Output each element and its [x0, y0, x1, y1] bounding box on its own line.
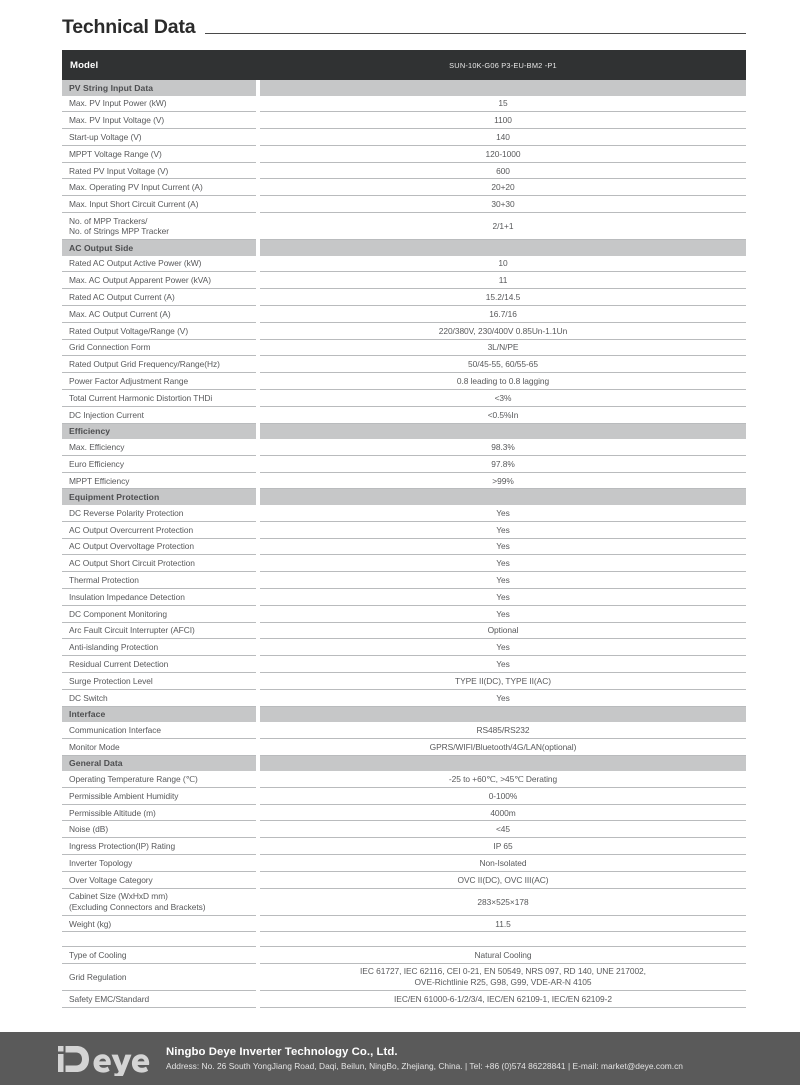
spec-value: <45: [260, 821, 746, 838]
spec-row: [62, 505, 746, 521]
spec-value: 30+30: [260, 196, 746, 213]
spec-row: [62, 455, 746, 472]
spec-value: Natural Cooling: [260, 947, 746, 964]
section-heading: General Data: [62, 755, 256, 771]
table-body: [62, 50, 746, 1008]
section-header-row: [62, 489, 746, 505]
spec-label: Type of Cooling: [62, 947, 256, 964]
spec-value: 1100: [260, 112, 746, 129]
spec-value: 2/1+1: [260, 213, 746, 240]
deye-logo: [52, 1042, 164, 1076]
spec-row: [62, 196, 746, 213]
spec-label: Permissible Altitude (m): [62, 804, 256, 821]
spec-value: 220/380V, 230/400V 0.85Un-1.1Un: [260, 322, 746, 339]
spec-label: Max. Input Short Circuit Current (A): [62, 196, 256, 213]
spacer-value: [260, 932, 746, 947]
spec-value: Yes: [260, 689, 746, 706]
spec-label: Residual Current Detection: [62, 656, 256, 673]
section-header-row: [62, 240, 746, 256]
spec-value-line2: OVE-Richtlinie R25, G98, G99, VDE-AR-N 4105: [414, 977, 592, 988]
spec-label-line1: No. of MPP Trackers/: [69, 215, 148, 226]
spec-label: Max. PV Input Power (kW): [62, 96, 256, 112]
section-heading: Efficiency: [62, 423, 256, 439]
spec-value: <0.5%In: [260, 406, 746, 423]
spec-row: [62, 322, 746, 339]
spec-label: Max. AC Output Current (A): [62, 305, 256, 322]
spec-label-line2: No. of Strings MPP Tracker: [69, 226, 170, 237]
spec-row: [62, 179, 746, 196]
spacer-row: [62, 932, 746, 947]
spec-value: 283×525×178: [260, 888, 746, 915]
spec-value: 97.8%: [260, 455, 746, 472]
section-heading: AC Output Side: [62, 240, 256, 256]
spec-value: OVC II(DC), OVC III(AC): [260, 871, 746, 888]
spec-value: TYPE II(DC), TYPE II(AC): [260, 672, 746, 689]
spec-row: [62, 605, 746, 622]
spec-value: Yes: [260, 639, 746, 656]
spec-value: IEC/EN 61000-6-1/2/3/4, IEC/EN 62109-1, IEC/EN 62109-2: [260, 991, 746, 1008]
spec-label: Rated Output Grid Frequency/Range(Hz): [62, 356, 256, 373]
spec-row: [62, 804, 746, 821]
spec-row: [62, 991, 746, 1008]
spec-value: Yes: [260, 572, 746, 589]
spec-row: [62, 555, 746, 572]
spec-row: [62, 656, 746, 673]
model-row: [62, 50, 746, 80]
spec-value: 120-1000: [260, 145, 746, 162]
spec-label: Grid Regulation: [62, 964, 256, 991]
spec-value: >99%: [260, 472, 746, 489]
spec-value: 11: [260, 272, 746, 289]
spec-row: [62, 213, 746, 240]
spec-value: <3%: [260, 389, 746, 406]
spec-row: [62, 373, 746, 390]
spec-row: [62, 305, 746, 322]
spec-row: [62, 162, 746, 179]
spec-value: 15.2/14.5: [260, 289, 746, 306]
spec-label: Weight (kg): [62, 915, 256, 932]
spec-label: DC Injection Current: [62, 406, 256, 423]
spec-value: 600: [260, 162, 746, 179]
spec-value: 3L/N/PE: [260, 339, 746, 356]
section-header-fill: [260, 423, 746, 439]
spec-label: Monitor Mode: [62, 738, 256, 755]
spec-row: [62, 389, 746, 406]
spec-value: 140: [260, 129, 746, 146]
section-header-row: [62, 706, 746, 722]
spec-row: [62, 947, 746, 964]
spec-label: Total Current Harmonic Distortion THDi: [62, 389, 256, 406]
spec-label: Anti-islanding Protection: [62, 639, 256, 656]
spec-row: [62, 112, 746, 129]
spec-value: Yes: [260, 605, 746, 622]
spec-value: -25 to +60℃, >45℃ Derating: [260, 771, 746, 787]
spec-value: 98.3%: [260, 439, 746, 455]
spec-row: [62, 406, 746, 423]
spec-row: [62, 472, 746, 489]
spec-label: Ingress Protection(IP) Rating: [62, 838, 256, 855]
spec-row: [62, 964, 746, 991]
spec-row: [62, 855, 746, 872]
spec-label: Max. Operating PV Input Current (A): [62, 179, 256, 196]
spec-value: 50/45-55, 60/55-65: [260, 356, 746, 373]
spec-label: AC Output Overcurrent Protection: [62, 521, 256, 538]
spec-row: [62, 521, 746, 538]
spec-label: Safety EMC/Standard: [62, 991, 256, 1008]
spec-label: DC Switch: [62, 689, 256, 706]
spec-value: 16.7/16: [260, 305, 746, 322]
section-header-fill: [260, 755, 746, 771]
spec-row: [62, 356, 746, 373]
spec-value: GPRS/WIFI/Bluetooth/4G/LAN(optional): [260, 738, 746, 755]
spec-label: DC Component Monitoring: [62, 605, 256, 622]
spec-label: DC Reverse Polarity Protection: [62, 505, 256, 521]
section-header-row: [62, 423, 746, 439]
spec-row: [62, 145, 746, 162]
spec-row: [62, 821, 746, 838]
section-header-fill: [260, 489, 746, 505]
spec-row: [62, 538, 746, 555]
spec-label: [62, 213, 256, 240]
spec-row: [62, 689, 746, 706]
spec-label: Permissible Ambient Humidity: [62, 787, 256, 804]
page-title: Technical Data: [62, 16, 196, 38]
spec-label: AC Output Short Circuit Protection: [62, 555, 256, 572]
spec-label: Rated AC Output Current (A): [62, 289, 256, 306]
spec-row: [62, 771, 746, 787]
spec-row: [62, 738, 746, 755]
spec-row: [62, 722, 746, 738]
footer-text-block: [166, 1045, 683, 1073]
spec-row: [62, 639, 746, 656]
spec-label: MPPT Efficiency: [62, 472, 256, 489]
spec-row: [62, 572, 746, 589]
spec-value: IP 65: [260, 838, 746, 855]
spec-label: Max. AC Output Apparent Power (kVA): [62, 272, 256, 289]
spec-label: Rated Output Voltage/Range (V): [62, 322, 256, 339]
section-header-row: [62, 755, 746, 771]
spec-value: Non-Isolated: [260, 855, 746, 872]
spec-value: 11.5: [260, 915, 746, 932]
spec-row: [62, 672, 746, 689]
spec-value: Yes: [260, 505, 746, 521]
spec-value: [260, 964, 746, 991]
spec-label: Over Voltage Category: [62, 871, 256, 888]
technical-data-table: [62, 50, 746, 1008]
spec-row: [62, 915, 746, 932]
spec-label: MPPT Voltage Range (V): [62, 145, 256, 162]
section-heading: PV String Input Data: [62, 80, 256, 96]
spec-row: [62, 339, 746, 356]
spec-value: Yes: [260, 588, 746, 605]
spec-row: [62, 289, 746, 306]
spec-value: Yes: [260, 538, 746, 555]
section-header-fill: [260, 706, 746, 722]
spec-label: [62, 888, 256, 915]
spec-row: [62, 129, 746, 146]
spec-row: [62, 787, 746, 804]
spec-label: Max. PV Input Voltage (V): [62, 112, 256, 129]
spec-row: [62, 838, 746, 855]
title-divider: [205, 33, 746, 34]
spec-label: Insulation Impedance Detection: [62, 588, 256, 605]
spec-value: Optional: [260, 622, 746, 639]
spec-row: [62, 272, 746, 289]
spacer-label: [62, 932, 256, 947]
spec-label: Noise (dB): [62, 821, 256, 838]
company-name: Ningbo Deye Inverter Technology Co., Ltd.: [166, 1045, 398, 1058]
spec-label: Surge Protection Level: [62, 672, 256, 689]
spec-row: [62, 622, 746, 639]
spec-value-line1: IEC 61727, IEC 62116, CEI 0-21, EN 50549, NRS 097, RD 140, UNE 217002,: [360, 966, 646, 977]
spec-row: [62, 439, 746, 455]
page-title-row: [62, 18, 746, 38]
section-header-fill: [260, 240, 746, 256]
spec-value: 15: [260, 96, 746, 112]
spec-row: [62, 256, 746, 272]
spec-label: Operating Temperature Range (℃): [62, 771, 256, 787]
spec-label: Communication Interface: [62, 722, 256, 738]
section-heading: Interface: [62, 706, 256, 722]
spec-row: [62, 588, 746, 605]
spec-value: Yes: [260, 656, 746, 673]
model-value: SUN-10K-G06 P3-EU-BM2 -P1: [260, 50, 746, 80]
spec-label: Rated PV Input Voltage (V): [62, 162, 256, 179]
spec-value: Yes: [260, 521, 746, 538]
spec-label: Inverter Topology: [62, 855, 256, 872]
spec-label: AC Output Overvoltage Protection: [62, 538, 256, 555]
section-header-fill: [260, 80, 746, 96]
spec-label: Start-up Voltage (V): [62, 129, 256, 146]
spec-value: 0.8 leading to 0.8 lagging: [260, 373, 746, 390]
company-contact: Address: No. 26 South YongJiang Road, Daqi, Beilun, NingBo, Zhejiang, China. | Tel: +86 (0)574 86228841 | E-mail: market@deye.com.cn: [166, 1060, 683, 1071]
section-header-row: [62, 80, 746, 96]
spec-label: Rated AC Output Active Power (kW): [62, 256, 256, 272]
section-heading: Equipment Protection: [62, 489, 256, 505]
spec-value: 10: [260, 256, 746, 272]
spec-label: Thermal Protection: [62, 572, 256, 589]
spec-label: Euro Efficiency: [62, 455, 256, 472]
spec-row: [62, 888, 746, 915]
spec-row: [62, 871, 746, 888]
spec-value: 4000m: [260, 804, 746, 821]
spec-value: 0-100%: [260, 787, 746, 804]
spec-label: Grid Connection Form: [62, 339, 256, 356]
spec-label: Max. Efficiency: [62, 439, 256, 455]
spec-label-line2: (Excluding Connectors and Brackets): [69, 901, 206, 912]
spec-value: 20+20: [260, 179, 746, 196]
spec-label: Power Factor Adjustment Range: [62, 373, 256, 390]
spec-label-line1: Cabinet Size (WxHxD mm): [69, 891, 168, 902]
spec-row: [62, 96, 746, 112]
page-footer: [0, 1032, 800, 1085]
spec-value: RS485/RS232: [260, 722, 746, 738]
spec-value: Yes: [260, 555, 746, 572]
model-label: Model: [62, 50, 256, 80]
spec-label: Arc Fault Circuit Interrupter (AFCI): [62, 622, 256, 639]
